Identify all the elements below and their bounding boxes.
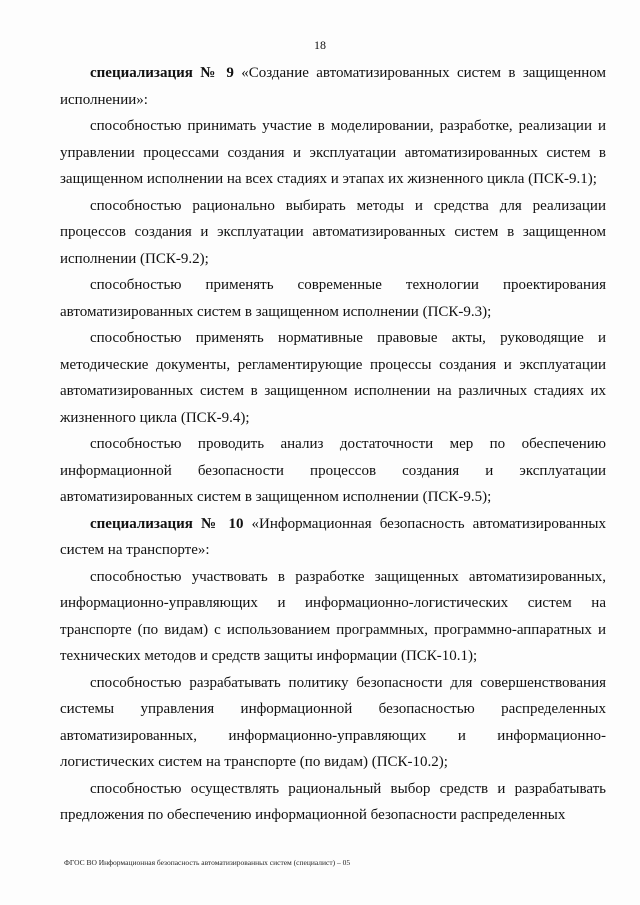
competency-psk-10-2 [60,670,606,776]
competency-psk-10-1 [60,564,606,670]
paragraph-text: способностью осуществлять рациональный выбор средств и разрабатывать предложения по обеспечению информационной безопасности распределенных [60,780,606,823]
paragraph-text: способностью принимать участие в моделировании, разработке, реализации и управлении процессами создания и эксплуатации автоматизированных систем в защищенном исполнении на всех стадиях и этапах их жизненного цикла (ПСК-9.1); [60,118,606,187]
paragraph-text: способностью рационально выбирать методы и средства для реализации процессов создания и эксплуатации автоматизированных систем в защищенном исполнении (ПСК-9.2); [60,197,606,267]
competency-psk-9-5 [60,431,606,511]
competency-psk-9-4 [60,325,606,431]
paragraph-text: способностью применять нормативные правовые акты, руководящие и методические документы, регламентирующие процессы создания и эксплуатации автоматизированных систем в защищенном исполнении на различных стадиях их жизненного цикла (ПСК-9.4); [60,330,606,426]
document-body [60,60,606,829]
paragraph-text: способностью разрабатывать политику безопасности для совершенствования системы управления информационной безопасностью распределенных автоматизированных, информационно-управляющих и информационно-логистических систем на транспорте (по видам) (ПСК-10.2); [60,674,606,770]
specialization-9-heading [60,60,606,113]
specialization-label: специализация № 10 [90,515,244,532]
competency-psk-9-1 [60,113,606,193]
paragraph-text: способностью участвовать в разработке защищенных автоматизированных, информационно-управляющих и информационно-логистических систем на транспорте (по видам) с использованием программных, программно-аппаратных и технических методов и средств защиты информации (ПСК-10.1); [60,568,606,664]
paragraph-text: «Информационная безопасность автоматизированных систем на транспорте»: [60,515,606,558]
paragraph-text: способностью применять современные технологии проектирования автоматизированных систем в защищенном исполнении (ПСК-9.3); [60,277,606,320]
specialization-label: специализация № 9 [90,65,234,81]
page-footer: ФГОС ВО Информационная безопасность автоматизированных систем (специалист) – 05 [64,858,351,867]
page-number: 18 [314,38,326,52]
competency-continued [60,776,606,829]
paragraph-text: способностью проводить анализ достаточности мер по обеспечению информационной безопасности процессов создания и эксплуатации автоматизированных систем в защищенном исполнении (ПСК-9.5); [60,436,606,505]
specialization-10-heading [60,511,606,564]
competency-psk-9-3 [60,272,606,325]
paragraph-text: «Создание автоматизированных систем в защищенном исполнении»: [60,65,606,108]
competency-psk-9-2 [60,193,606,273]
